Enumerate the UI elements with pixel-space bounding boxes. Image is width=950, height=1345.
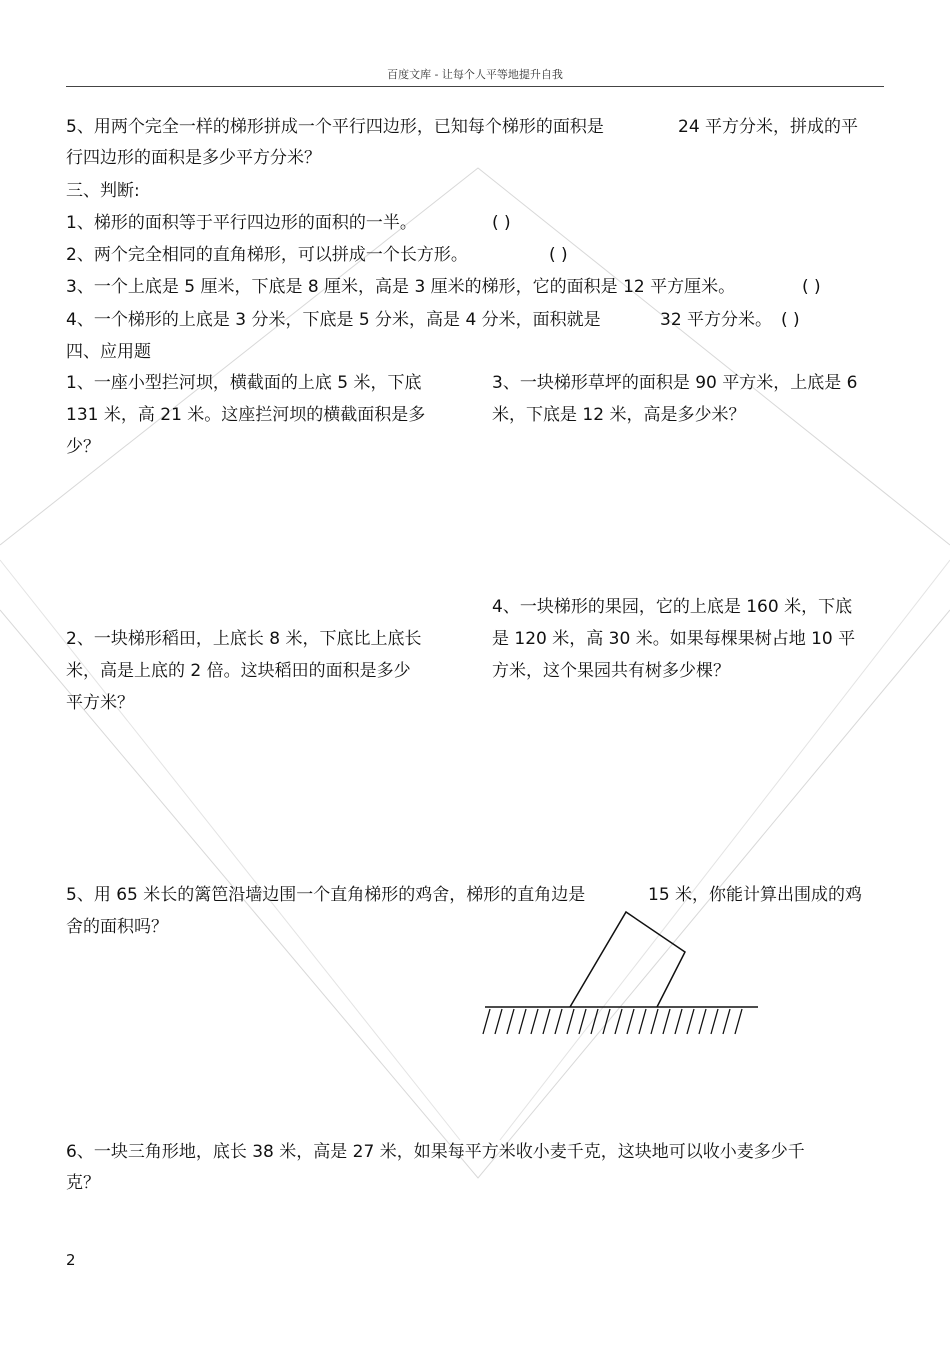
judge-bracket-4: ( ) (781, 310, 800, 330)
problem5-line2: 行四边形的面积是多少平方分米？ (66, 148, 321, 168)
judge-item-4-tail: 32 平方分米。 (660, 310, 773, 330)
q5-line2: 舍的面积吗？ (66, 917, 168, 937)
q3-line2: 米，下底是 12 米，高是多少米？ (492, 405, 746, 425)
judge-bracket-1: ( ) (492, 213, 511, 233)
page-number: 2 (66, 1251, 76, 1269)
header-divider (66, 86, 884, 87)
judge-item-3: 3、一个上底是 5 厘米，下底是 8 厘米，高是 3 厘米的梯形，它的面积是 12 平方厘米。 (66, 277, 736, 297)
problem5-line1b: 24 平方分米，拼成的平 (678, 117, 859, 137)
page-header: 百度文库 - 让每个人平等地提升自我 (387, 68, 563, 81)
q1-line3: 少？ (66, 437, 100, 457)
section3-title: 三、判断: (66, 181, 140, 201)
q2-line3: 平方米？ (66, 693, 134, 713)
q4-line2: 是 120 米，高 30 米。如果每棵果树占地 10 平 (492, 629, 856, 649)
q4-line3: 方米，这个果园共有树多少棵？ (492, 661, 730, 681)
q3-line1: 3、一块梯形草坪的面积是 90 平方米，上底是 6 (492, 373, 858, 393)
section4-title: 四、应用题 (66, 342, 151, 362)
judge-item-1: 1、梯形的面积等于平行四边形的面积的一半。 (66, 213, 417, 233)
q5-line1b: 15 米，你能计算出围成的鸡 (648, 885, 863, 905)
judge-bracket-3: ( ) (802, 277, 821, 297)
judge-item-4: 4、一个梯形的上底是 3 分米，下底是 5 分米，高是 4 分米，面积就是 (66, 310, 601, 330)
problem5-line1a: 5、用两个完全一样的梯形拼成一个平行四边形，已知每个梯形的面积是 (66, 117, 604, 137)
q1-line1: 1、一座小型拦河坝，横截面的上底 5 米，下底 (66, 373, 422, 393)
judge-item-2: 2、两个完全相同的直角梯形，可以拼成一个长方形。 (66, 245, 468, 265)
q6-line2: 克？ (66, 1173, 100, 1193)
q4-line1: 4、一块梯形的果园，它的上底是 160 米，下底 (492, 597, 853, 617)
q6-line1: 6、一块三角形地，底长 38 米，高是 27 米，如果每平方米收小麦千克，这块地可以收小麦多少千 (66, 1142, 805, 1162)
q2-line2: 米，高是上底的 2 倍。这块稻田的面积是多少 (66, 661, 411, 681)
q1-line2: 131 米，高 21 米。这座拦河坝的横截面积是多 (66, 405, 426, 425)
wall-trapezoid-figure (480, 900, 770, 1040)
q2-line1: 2、一块梯形稻田，上底长 8 米，下底比上底长 (66, 629, 422, 649)
judge-bracket-2: ( ) (549, 245, 568, 265)
q5-line1a: 5、用 65 米长的篱笆沿墙边围一个直角梯形的鸡舍，梯形的直角边是 (66, 885, 586, 905)
